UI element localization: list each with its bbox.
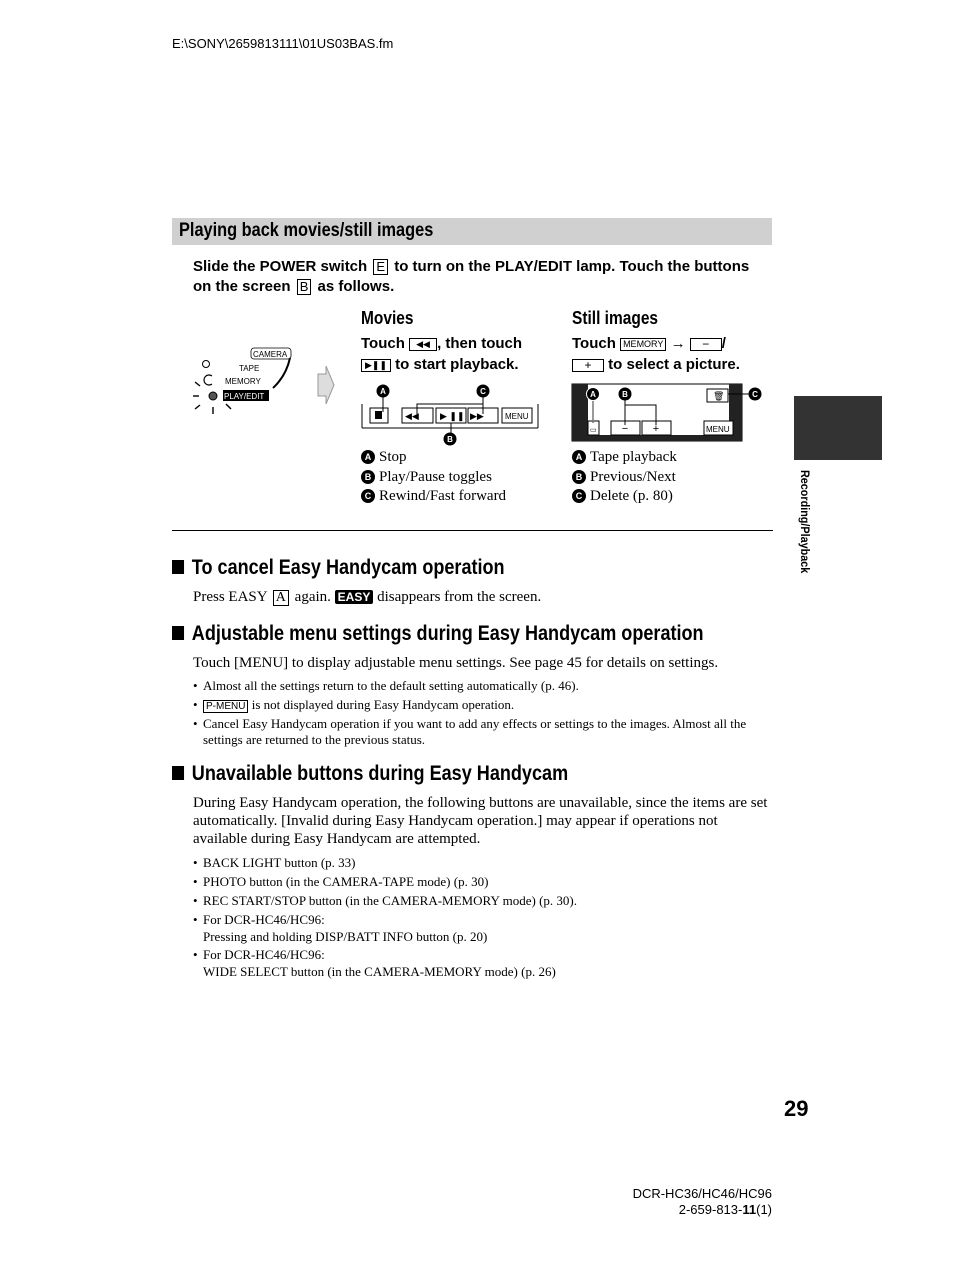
play-pause-icon: ▶❚❚: [361, 359, 391, 372]
model-number: DCR-HC36/HC46/HC96: [632, 1186, 772, 1201]
movies-screen-diagram: [360, 382, 542, 448]
list-item: • Cancel Easy Handycam operation if you want to add any effects or settings to the images. Almost all the settings are returned to the previous status.: [193, 716, 773, 748]
list-item: • BACK LIGHT button (p. 33): [193, 854, 773, 871]
list-item: • P-MENU is not displayed during Easy Handycam operation.: [193, 697, 773, 713]
svg-text:MENU: MENU: [505, 412, 529, 421]
list-item: • REC START/STOP button (in the CAMERA-MEMORY mode) (p. 30).: [193, 892, 773, 909]
list-item: • PHOTO button (in the CAMERA-TAPE mode) (p. 30): [193, 873, 773, 890]
p-menu-icon: P-MENU: [203, 700, 248, 713]
memory-label: MEMORY: [225, 377, 261, 386]
adjustable-bullets: [193, 678, 773, 748]
document-code: 2-659-813-11(1): [678, 1202, 772, 1217]
file-path: E:\SONY\2659813111\01US03BAS.fm: [172, 36, 394, 51]
svg-text:▶ ❚❚: ▶ ❚❚: [440, 411, 465, 421]
unavailable-heading: Unavailable buttons during Easy Handycam: [172, 762, 568, 786]
heading-square-icon: [172, 766, 184, 780]
heading-square-icon: [172, 626, 184, 640]
heading-square-icon: [172, 560, 184, 574]
screen-ref: B: [297, 279, 312, 295]
still-images-legend: A Tape playback B Previous/Next C Delete (p. 80): [572, 448, 677, 507]
svg-text:MENU: MENU: [706, 425, 730, 434]
page-number: 29: [784, 1096, 809, 1121]
svg-text:C: C: [752, 390, 758, 399]
still-images-screen-diagram: [571, 383, 763, 443]
still-images-title: Still images: [572, 308, 659, 328]
chapter-tab-label: Recording/Playback: [798, 470, 812, 574]
unavailable-body: During Easy Handycam operation, the following buttons are unavailable, since the items are set automatically. [Invalid during Easy Handycam operation.] may appear if operations not available during Easy Handycam are attempted.: [193, 795, 768, 847]
list-item: • For DCR-HC46/HC96: WIDE SELECT button (in the CAMERA-MEMORY mode) (p. 26): [193, 946, 773, 980]
list-item: • Almost all the settings return to the default setting automatically (p. 46).: [193, 678, 773, 694]
cancel-text: Press EASY A again. EASY disappears from the screen.: [193, 589, 542, 605]
svg-text:B: B: [622, 390, 628, 399]
movies-instruction: Touch ◀◀ , then touch ▶❚❚ to start playback.: [361, 335, 523, 373]
footer: [600, 1186, 772, 1218]
svg-text:B: B: [447, 435, 453, 444]
svg-text:A: A: [590, 390, 596, 399]
svg-text:+: +: [652, 423, 660, 435]
play-edit-label: PLAY/EDIT: [224, 392, 265, 401]
tape-icon: ▭: [590, 427, 597, 434]
memory-button-ref: MEMORY: [620, 338, 666, 351]
instruction-text: Slide the POWER switch E to turn on the PLAY/EDIT lamp. Touch the buttons on the screen B as follows.: [193, 258, 750, 295]
movies-legend: A Stop B Play/Pause toggles C Rewind/Fast forward: [361, 448, 506, 507]
svg-text:◀◀: ◀◀: [405, 411, 419, 421]
unavailable-bullets: [193, 854, 773, 980]
minus-button-ref: −: [690, 338, 722, 351]
still-images-instruction: Touch MEMORY → − / + to select a picture.: [572, 335, 740, 373]
cancel-heading: To cancel Easy Handycam operation: [172, 556, 505, 580]
arrow-right-icon: [316, 366, 336, 404]
rewind-icon: ◀◀: [409, 338, 437, 351]
movies-title: Movies: [361, 308, 414, 328]
adjustable-heading: Adjustable menu settings during Easy Handycam operation: [172, 622, 704, 646]
stop-icon: [375, 411, 382, 419]
svg-text:▶▶: ▶▶: [470, 411, 484, 421]
power-switch-ref: E: [373, 259, 388, 275]
chapter-tab: [794, 396, 882, 460]
svg-text:A: A: [380, 387, 386, 396]
section-title: Playing back movies/still images: [179, 220, 434, 241]
svg-text:−: −: [621, 423, 629, 435]
easy-icon: EASY: [335, 590, 374, 604]
section-divider: [172, 530, 773, 531]
plus-button-ref: +: [572, 359, 604, 372]
trash-icon: 🗑: [713, 391, 725, 401]
adjustable-body: Touch [MENU] to display adjustable menu settings. See page 45 for details on settings.: [193, 655, 719, 671]
list-item: • For DCR-HC46/HC96: Pressing and holding DISP/BATT INFO button (p. 20): [193, 911, 773, 945]
camera-label: CAMERA: [253, 350, 288, 359]
tape-label: TAPE: [239, 364, 260, 373]
svg-text:C: C: [480, 387, 486, 396]
